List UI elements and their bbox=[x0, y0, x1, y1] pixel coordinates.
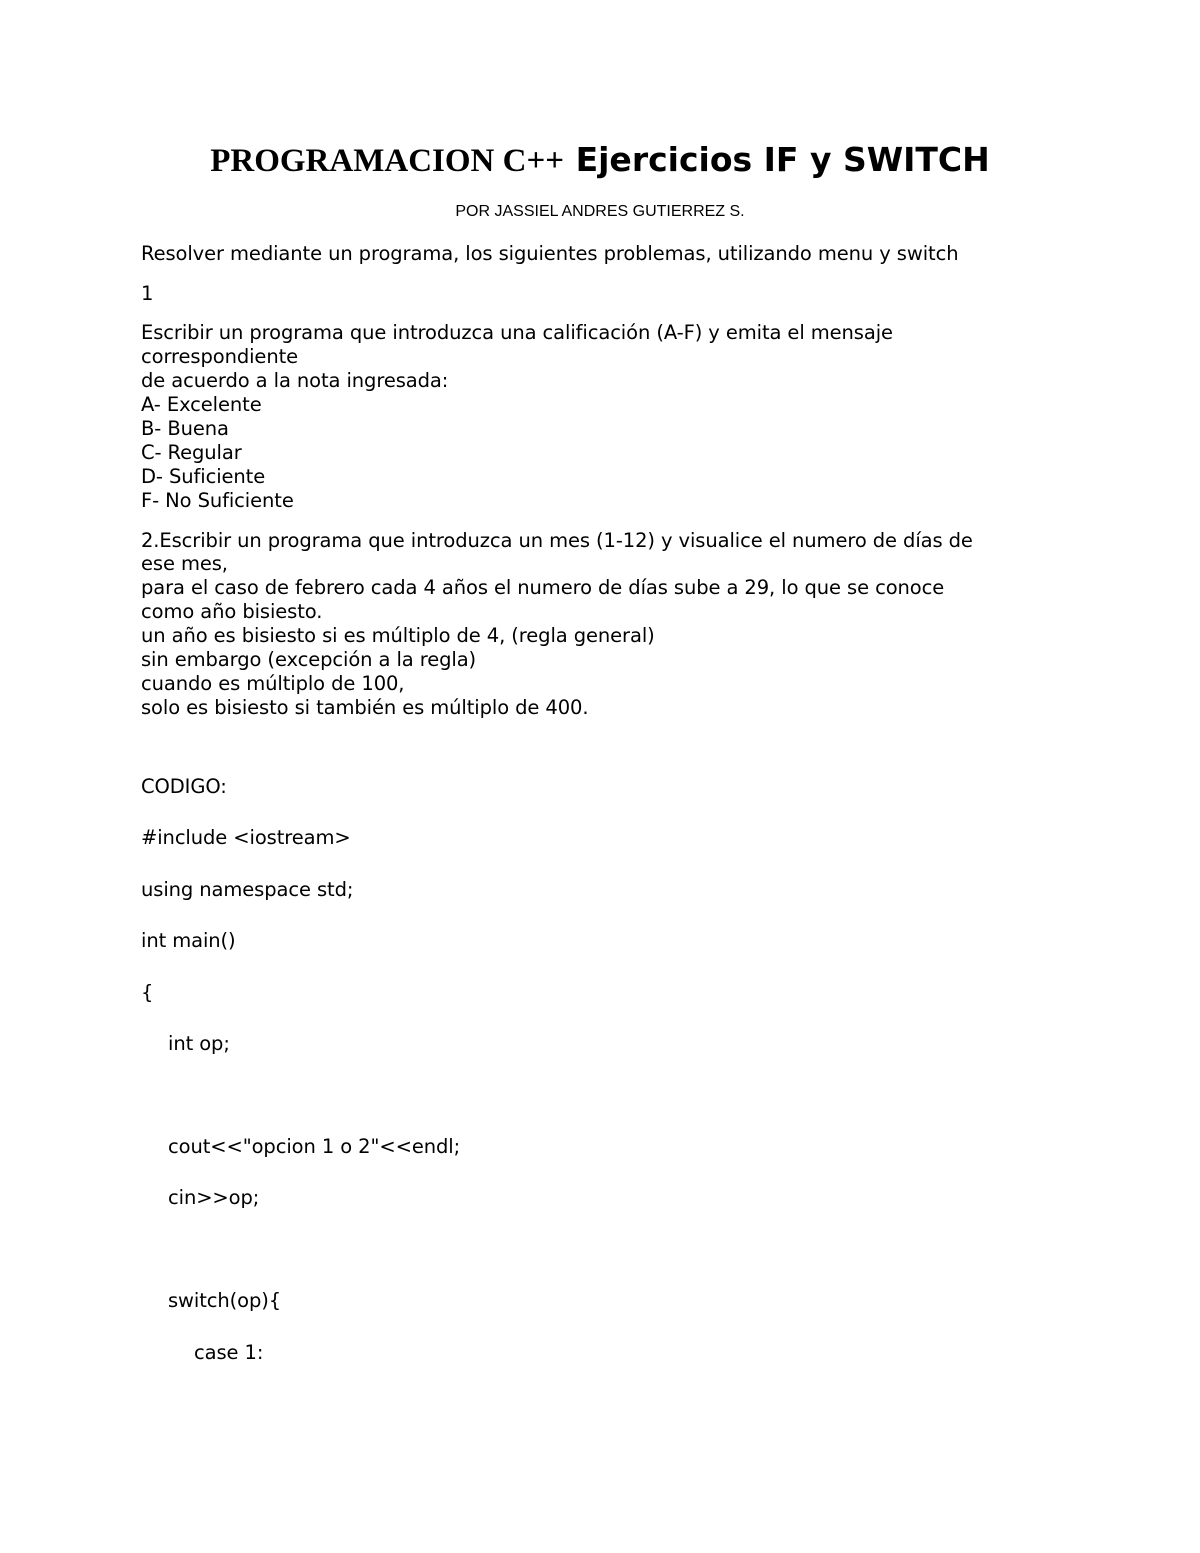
exercise-1-line: de acuerdo a la nota ingresada: bbox=[141, 369, 449, 392]
title-part-1: PROGRAMACION C++ bbox=[210, 143, 565, 179]
code-line: using namespace std; bbox=[141, 878, 354, 901]
exercise-1-line: correspondiente bbox=[141, 345, 299, 368]
exercise-2-line: solo es bisiesto si también es múltiplo de 400. bbox=[141, 696, 589, 719]
code-line: #include <iostream> bbox=[141, 826, 351, 849]
exercise-1-line: F- No Suficiente bbox=[141, 489, 294, 512]
exercise-1-line: Escribir un programa que introduzca una calificación (A-F) y emita el mensaje bbox=[141, 321, 893, 344]
author-line: POR JASSIEL ANDRES GUTIERREZ S. bbox=[455, 203, 745, 220]
exercise-1-line: B- Buena bbox=[141, 417, 229, 440]
exercise-1-line: D- Suficiente bbox=[141, 465, 266, 488]
exercise-2-line: un año es bisiesto si es múltiplo de 4, (regla general) bbox=[141, 624, 655, 647]
exercise-1-number: 1 bbox=[141, 282, 154, 305]
code-heading: CODIGO: bbox=[141, 775, 227, 798]
exercise-2-line: sin embargo (excepción a la regla) bbox=[141, 648, 477, 671]
code-line: { bbox=[141, 981, 154, 1004]
exercise-2-line: para el caso de febrero cada 4 años el numero de días sube a 29, lo que se conoce bbox=[141, 576, 945, 599]
code-line: case 1: bbox=[194, 1341, 264, 1364]
code-line: switch(op){ bbox=[168, 1289, 282, 1312]
code-line: int op; bbox=[168, 1032, 230, 1055]
exercise-2-line: como año bisiesto. bbox=[141, 600, 323, 623]
exercise-2-line: ese mes, bbox=[141, 552, 228, 575]
exercise-1-line: A- Excelente bbox=[141, 393, 262, 416]
exercise-2-line: cuando es múltiplo de 100, bbox=[141, 672, 405, 695]
exercise-2-line: 2.Escribir un programa que introduzca un mes (1-12) y visualice el numero de días de bbox=[141, 529, 973, 552]
code-line: cin>>op; bbox=[168, 1186, 260, 1209]
title-part-2: Ejercicios IF y SWITCH bbox=[575, 140, 990, 179]
page-title bbox=[0, 140, 1200, 180]
code-line: cout<<"opcion 1 o 2"<<endl; bbox=[168, 1135, 461, 1158]
code-line: int main() bbox=[141, 929, 236, 952]
intro-text: Resolver mediante un programa, los siguientes problemas, utilizando menu y switch bbox=[141, 242, 959, 265]
exercise-1-line: C- Regular bbox=[141, 441, 242, 464]
